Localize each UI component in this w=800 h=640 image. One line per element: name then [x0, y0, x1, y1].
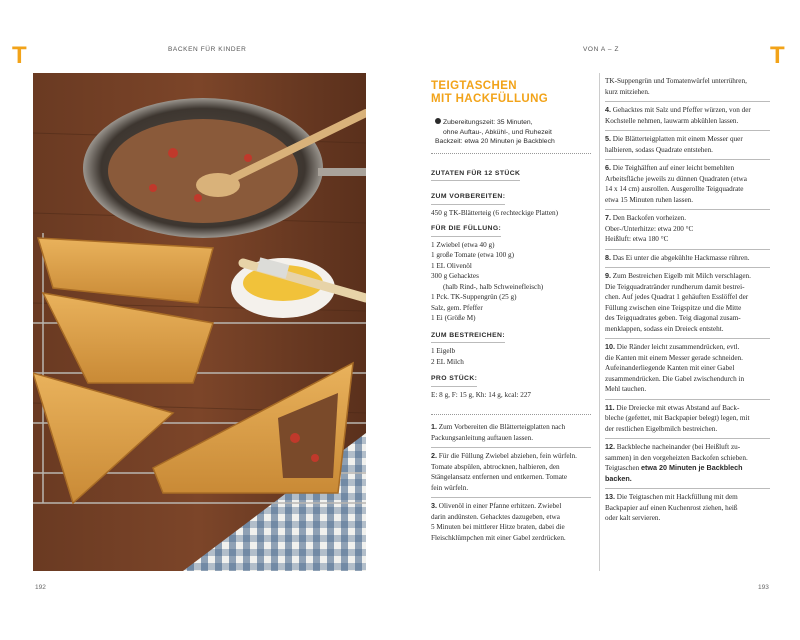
- step-number: 5.: [605, 134, 611, 143]
- step-text: Das Ei unter die abgekühlte Hackmasse rühren.: [612, 253, 750, 262]
- ingredient-item: 2 EL Milch: [431, 357, 464, 366]
- recipe-meta: [431, 118, 591, 147]
- step-text: Die Teigquadratränder rundherum damit bestrei-: [605, 282, 745, 291]
- running-head-right: VON A – Z: [583, 46, 620, 53]
- prep-item: 450 g TK-Blätterteig (6 rechteckige Platten): [431, 208, 559, 217]
- step-text: Backpapier auf einen Kuchenrost ziehen, heiß: [605, 503, 738, 512]
- step-text: Tomate abspülen, abtrocknen, halbieren, den: [431, 462, 560, 471]
- step-number: 8.: [605, 252, 611, 262]
- step-number: 1.: [431, 422, 437, 431]
- step: [431, 419, 591, 448]
- step-text: Die Blätterteigplatten mit einem Messer quer: [612, 135, 743, 143]
- step-number: 10.: [605, 342, 615, 351]
- step-text: Für die Füllung Zwiebel abziehen, fein würfeln.: [438, 452, 577, 460]
- step-text: 14 x 14 cm) ausrollen. Ausgerollte Teigquadrate: [605, 185, 744, 193]
- step: [605, 439, 770, 489]
- step: [605, 131, 770, 160]
- step-text: fein würfeln.: [431, 483, 469, 492]
- step-text: Fleischklümpchen mit einer Gabel zerdrücken.: [431, 533, 566, 542]
- step: [605, 400, 770, 440]
- recipe-right-column: [605, 76, 770, 528]
- ingredient-item: (halb Rind-, halb Schweinefleisch): [443, 282, 544, 291]
- step: [605, 160, 770, 210]
- recipe-title-line1: TEIGTASCHEN: [431, 80, 517, 92]
- step-text: Aufeinanderliegende Kanten mit einer Gabel: [605, 364, 735, 372]
- step-text: Ober-/Unterhitze: etwa 200 °C: [605, 224, 694, 233]
- step-text: Heißluft: etwa 180 °C: [605, 235, 669, 243]
- step-text: Teigtaschen: [605, 464, 642, 472]
- step-text: Olivenöl in einer Pfanne erhitzen. Zwiebel: [438, 502, 562, 510]
- step-text: Kochstelle nehmen, lauwarm abkühlen lassen.: [605, 116, 739, 125]
- step-text: der restlichen Eigelbmilch bestreichen.: [605, 424, 718, 433]
- step-text: bleche (gefettet, mit Backpapier belegt) legen, mit: [605, 414, 750, 422]
- ingredient-item: 1 Zwiebel (etwa 40 g): [431, 240, 495, 249]
- step-number: 2.: [431, 451, 437, 460]
- recipe-title-line2: MIT HACKFÜLLUNG: [431, 93, 549, 105]
- ingredient-item: 1 Eigelb: [431, 347, 456, 355]
- column-divider: [599, 73, 600, 571]
- step-text: Den Backofen vorheizen.: [612, 214, 687, 222]
- step: [605, 489, 770, 528]
- recipe-photo: [33, 73, 366, 571]
- running-head-left: BACKEN FÜR KINDER: [168, 46, 247, 53]
- divider: [431, 414, 591, 415]
- divider: [431, 153, 591, 154]
- section-letter-left: T: [12, 42, 27, 69]
- step: [431, 448, 591, 498]
- step-text: des Teigquadrates geben. Teig diagonal zusam-: [605, 314, 741, 322]
- clock-icon: [435, 118, 441, 124]
- step-text: sammen) in den vorgeheizten Backofen schieben.: [605, 453, 748, 462]
- step: [605, 210, 770, 250]
- step: [431, 498, 591, 547]
- brush-heading: ZUM BESTREICHEN:: [431, 331, 505, 344]
- step-text: Arbeitsfläche jeweils zu dünnen Quadraten (etwa: [605, 174, 747, 183]
- step-text: kurz mitziehen.: [605, 87, 650, 96]
- prep-heading: ZUM VORBEREITEN:: [431, 192, 505, 205]
- nutrition-values: E: 8 g, F: 15 g, Kh: 14 g, kcal: 227: [431, 390, 532, 399]
- meta-excl: ohne Auftau-, Abkühl-, und Ruhezeit: [443, 128, 552, 136]
- step-text: Stängelansatz entfernen und entkernen. Tomate: [431, 473, 568, 481]
- page-number-left: 192: [35, 584, 46, 591]
- step-text: Mehl tauchen.: [605, 385, 647, 393]
- recipe-left-column: [431, 80, 591, 547]
- step-text: Gehacktes mit Salz und Pfeffer würzen, von der: [612, 106, 751, 114]
- step-text: etwa 15 Minuten ruhen lassen.: [605, 195, 694, 204]
- ingredient-item: 1 Ei (Größe M): [431, 314, 476, 322]
- step: [605, 250, 770, 269]
- step-text: Zum Bestreichen Eigelb mit Milch verschlagen.: [612, 272, 751, 280]
- step: [605, 268, 770, 339]
- ingredient-item: Salz, gem. Pfeffer: [431, 303, 483, 312]
- step-text: halbieren, sodass Quadrate entstehen.: [605, 145, 713, 154]
- step-number: 6.: [605, 163, 611, 172]
- step-text-emphasis: etwa 20 Minuten je Backblech backen.: [605, 463, 743, 483]
- ingredients-heading: ZUTATEN FÜR 12 STÜCK: [431, 169, 520, 182]
- section-letter-right: T: [770, 42, 785, 69]
- step-text: Die Ränder leicht zusammendrücken, evtl.: [616, 343, 740, 351]
- step-text: die Kanten mit einem Messer gerade schneiden.: [605, 353, 743, 362]
- ingredient-item: 300 g Gehacktes: [431, 272, 479, 280]
- step-text: TK-Suppengrün und Tomatenwürfel unterrühren,: [605, 77, 747, 85]
- step-text: Die Teigtaschen mit Hackfüllung mit dem: [616, 493, 738, 501]
- step-text: darin andünsten. Gehacktes dazugeben, etwa: [431, 512, 560, 521]
- step: [605, 102, 770, 131]
- step-text: Füllung zwischen eine Teigspitze und die Mitte: [605, 303, 742, 312]
- step-number: 4.: [605, 105, 611, 114]
- step-text: Packungsanleitung auftauen lassen.: [431, 433, 533, 442]
- steps-left: [431, 419, 591, 547]
- filling-list: [431, 240, 591, 324]
- filling-heading: FÜR DIE FÜLLUNG:: [431, 224, 501, 237]
- step-text: 5 Minuten bei mittlerer Hitze braten, dabei die: [431, 523, 565, 531]
- page-number-right: 193: [758, 584, 769, 591]
- ingredient-item: 1 Pck. TK-Suppengrün (25 g): [431, 293, 517, 301]
- step-text: Zum Vorbereiten die Blätterteigplatten nach: [438, 423, 566, 431]
- step-text: Backbleche nacheinander (bei Heißluft zu-: [616, 443, 741, 451]
- step: [605, 339, 770, 400]
- step-text: chen. Auf jedes Quadrat 1 gehäuften Esslöffel der: [605, 293, 749, 301]
- ingredient-item: 1 EL Olivenöl: [431, 261, 472, 270]
- step-text: Die Dreiecke mit etwas Abstand auf Back-: [616, 403, 740, 412]
- meta-prep-time: Zubereitungszeit: 35 Minuten,: [443, 119, 533, 126]
- step-number: 9.: [605, 271, 611, 280]
- step-number: 13.: [605, 492, 615, 501]
- step-continuation: [605, 76, 770, 102]
- step-text: Die Teighälften auf einer leicht bemehlten: [612, 164, 735, 172]
- step-number: 11.: [605, 402, 615, 412]
- step-text: menklappen, sodass ein Dreieck entsteht.: [605, 324, 724, 333]
- step-text: oder kalt servieren.: [605, 514, 661, 522]
- step-number: 7.: [605, 213, 611, 222]
- step-number: 12.: [605, 442, 615, 451]
- ingredient-item: 1 große Tomate (etwa 100 g): [431, 251, 514, 259]
- step-text: zusammendrücken. Die Gabel zwischendurch in: [605, 374, 745, 383]
- per-piece-heading: PRO STÜCK:: [431, 374, 477, 387]
- step-number: 3.: [431, 501, 437, 510]
- meta-bake-time: Backzeit: etwa 20 Minuten je Backblech: [435, 138, 555, 145]
